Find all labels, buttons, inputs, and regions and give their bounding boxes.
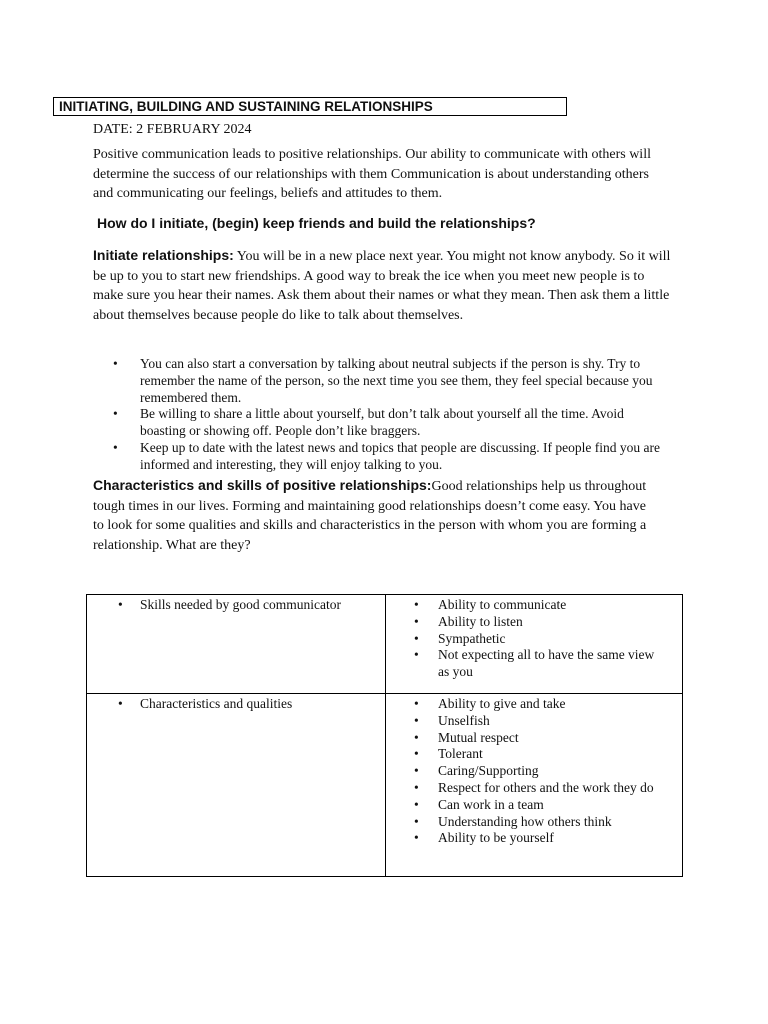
table-row <box>87 694 683 877</box>
list-item-text: Understanding how others think <box>438 813 612 829</box>
list-item <box>386 797 682 814</box>
characteristics-lead: Characteristics and skills of positive relationships: <box>93 477 432 493</box>
list-item-text: Mutual respect <box>438 729 519 745</box>
list-item <box>113 406 665 440</box>
list-item <box>386 730 682 747</box>
table-cell-label <box>87 595 386 694</box>
list-item <box>386 631 682 648</box>
list-item-text: Ability to give and take <box>438 696 566 711</box>
list-item <box>113 440 665 474</box>
skills-table <box>86 594 683 877</box>
list-item-text: Ability to communicate <box>438 597 567 612</box>
list-item-text: Ability to be yourself <box>438 830 554 846</box>
list-item-text: Keep up to date with the latest news and topics that people are discussing. If people find you are informed and interesting, they will enjoy talking to you. <box>140 439 660 472</box>
initiate-lead: Initiate relationships: <box>93 247 234 263</box>
list-item <box>386 614 682 631</box>
list-item <box>386 597 682 614</box>
list-item-text: Can work in a team <box>438 796 544 812</box>
list-item <box>386 713 682 730</box>
intro-paragraph: Positive communication leads to positive relationships. Our ability to communicate with others will determine the success of our relationships with them Communication is about understanding others and communicating our feelings, beliefs and attitudes to them. <box>93 147 651 201</box>
bullet-icon: • <box>414 729 419 745</box>
bullet-icon: • <box>414 813 419 829</box>
bullet-icon: • <box>414 796 419 812</box>
bullet-icon: • <box>414 830 419 846</box>
tips-list <box>113 356 665 474</box>
list-item <box>386 780 682 797</box>
bullet-icon: • <box>414 779 419 795</box>
list-item-text: Sympathetic <box>438 630 506 646</box>
characteristics-text: Good relationships help us throughout tough times in our lives. Forming and maintaining good relationships doesn’t come easy. You have to look for some qualities and skills and characteristics in the person with whom you are forming a relationship. What are they? <box>93 479 647 553</box>
list-item <box>113 356 665 406</box>
list-item <box>386 814 682 831</box>
bullet-icon: • <box>414 746 419 762</box>
bullet-icon: • <box>118 696 123 711</box>
date-line: DATE: 2 FEBRUARY 2024 <box>93 122 252 137</box>
table-cell-items <box>386 595 683 694</box>
bullet-icon: • <box>113 406 118 422</box>
list-item-text: Tolerant <box>438 746 483 762</box>
initiate-paragraph <box>93 246 673 325</box>
list-item-text: Caring/Supporting <box>438 763 539 779</box>
list-item <box>386 763 682 780</box>
bullet-icon: • <box>414 613 419 629</box>
table-cell-items <box>386 694 683 877</box>
list-item-text: Ability to listen <box>438 613 523 629</box>
characteristics-paragraph <box>93 476 653 555</box>
list-item <box>87 597 385 614</box>
list-item-text: Be willing to share a little about yourself, but don’t talk about yourself all the time. Avoid boasting or showing off. People don’t like braggers. <box>140 406 624 439</box>
list-item <box>87 696 385 713</box>
list-item <box>386 746 682 763</box>
page-title: INITIATING, BUILDING AND SUSTAINING RELATIONSHIPS <box>53 97 567 116</box>
list-item-text: Unselfish <box>438 712 490 728</box>
list-item-text: Not expecting all to have the same view as you <box>438 647 655 680</box>
bullet-icon: • <box>113 439 118 455</box>
bullet-icon: • <box>414 712 419 728</box>
table-row <box>87 595 683 694</box>
section-question-heading: How do I initiate, (begin) keep friends and build the relationships? <box>97 215 536 231</box>
bullet-icon: • <box>113 356 118 371</box>
list-item-text: You can also start a conversation by talking about neutral subjects if the person is shy. Try to remember the name of the person, so the next time you see them, they feel special because you remembered them. <box>140 356 653 405</box>
bullet-icon: • <box>414 763 419 779</box>
list-item <box>386 696 682 713</box>
list-item <box>386 830 682 847</box>
bullet-icon: • <box>414 696 419 711</box>
bullet-icon: • <box>414 597 419 612</box>
initiate-text: You will be in a new place next year. You might not know anybody. So it will be up to you to start new friendships. A good way to break the ice when you meet new people is to make sure you hear their names. Ask them about their names or what they mean. Then ask them a little about themselves because people do like to talk about themselves. <box>93 249 671 323</box>
list-item <box>386 647 682 681</box>
bullet-icon: • <box>118 597 123 612</box>
list-item-text: Respect for others and the work they do <box>438 779 654 795</box>
bullet-icon: • <box>414 647 419 663</box>
row-label: Skills needed by good communicator <box>140 597 341 612</box>
table-cell-label <box>87 694 386 877</box>
bullet-icon: • <box>414 630 419 646</box>
row-label: Characteristics and qualities <box>140 696 293 711</box>
